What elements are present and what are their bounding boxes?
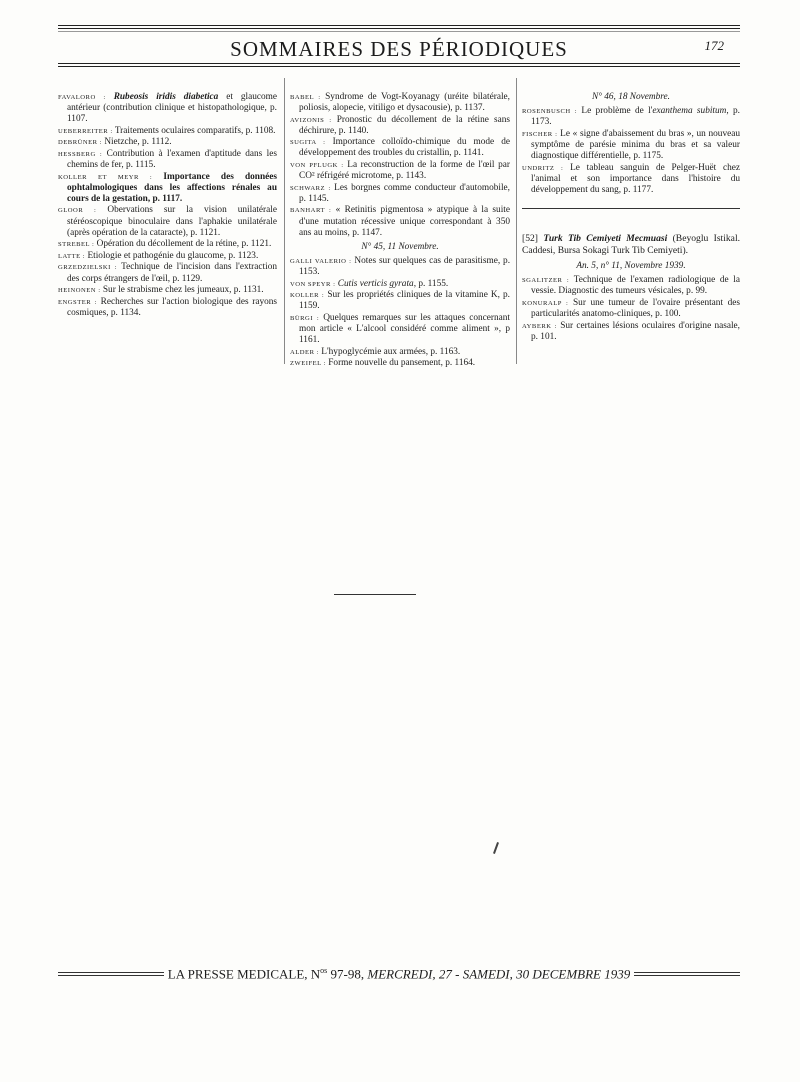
end-rule	[334, 594, 416, 595]
article-title-part: Rubeosis iridis diabetica	[113, 92, 219, 102]
article-entry	[58, 251, 277, 262]
article-title-part: Le problème de l'	[581, 106, 653, 117]
article-entry	[522, 275, 740, 297]
article-author: AYBERK :	[522, 322, 557, 330]
footer-date: MERCREDI, 27 - SAMEDI, 30 DECEMBRE	[364, 966, 601, 982]
article-author: SCHWARZ :	[290, 184, 331, 192]
article-entry	[290, 358, 510, 369]
column-2-entries-b	[290, 256, 510, 369]
page-number: 172	[704, 38, 724, 53]
article-entry	[290, 290, 510, 312]
article-entry	[522, 106, 740, 128]
article-title-part: Obervations sur la vision unilatérale stéréoscopique binoculaire dans l'aphakie unilatérale (après opération de la cataracte), p. 1121.	[67, 205, 277, 238]
article-entry	[58, 92, 277, 125]
article-author: DEBRÜNER :	[58, 139, 103, 147]
article-entry	[290, 115, 510, 137]
journal-heading	[522, 233, 740, 256]
journal-name: Turk Tib Cemiyeti Mecmuasi	[543, 233, 668, 244]
header-rule-top-3	[58, 31, 740, 32]
article-title-part: La reconstruction de la forme de l'œil par CO² réfrigéré microtome, p. 1143.	[299, 160, 510, 182]
footer-numbers-sup: os	[320, 965, 328, 975]
article-author: LATTE :	[58, 252, 86, 260]
article-title-part: Forme nouvelle du pansement, p. 1164.	[328, 358, 476, 369]
article-author: FISCHER :	[522, 130, 558, 138]
article-author: KONURALP :	[522, 299, 569, 307]
article-title-part: , p. 1155.	[413, 278, 449, 289]
article-title-part: Cutis verticis gyrata	[337, 278, 414, 289]
article-author: ZWEIFEL :	[290, 360, 326, 368]
article-entry	[58, 297, 277, 319]
footer-line-left	[58, 972, 164, 976]
article-title-part: Traitements oculaires comparatifs, p. 1108.	[114, 125, 276, 136]
article-author: BÜRGI :	[290, 314, 320, 322]
article-author: ENGSTER :	[58, 298, 97, 306]
article-title-part: Sur certaines lésions oculaires d'origine nasale, p. 101.	[531, 320, 741, 342]
article-title-part: Sur les propriétés cliniques de la vitamine K, p. 1159.	[299, 290, 510, 312]
article-author: GALLI VALERIO :	[290, 257, 352, 265]
article-title-part: et glaucome antérieur (contribution clinique et histopathologique, p. 1107.	[67, 92, 277, 125]
header-rule-top-1	[58, 25, 740, 26]
article-title-part: Sur le strabisme chez les jumeaux, p. 1131.	[102, 285, 264, 296]
article-title-part: exanthema subitum	[652, 106, 727, 117]
article-author: KOLLER ET MEYR :	[58, 173, 153, 181]
article-author: BANHART :	[290, 207, 332, 215]
article-entry	[290, 313, 510, 346]
article-entry	[58, 126, 277, 137]
section-divider-rule	[522, 208, 740, 209]
article-title-part: Recherches sur l'action biologique des rayons cosmiques, p. 1134.	[67, 296, 278, 318]
issue-heading-46: N° 46, 18 Novembre.	[592, 92, 670, 102]
article-author: HEINONEN :	[58, 287, 101, 295]
article-author: HESSBERG :	[58, 150, 103, 158]
article-title-part: Syndrome de Vogt-Koyanagy (uréite bilatérale, poliosis, alopecie, vitiligo et dysacousie), p. 1137.	[299, 92, 510, 114]
article-title-part: Nietzche, p. 1112.	[104, 137, 172, 148]
footer-text	[164, 966, 634, 982]
column-2	[290, 92, 510, 370]
article-author: GRZEDZIELSKI :	[58, 264, 118, 272]
article-entry	[58, 172, 277, 205]
article-title-part: Etiologie et pathogénie du glaucome, p. 1123.	[87, 250, 259, 261]
article-entry	[58, 239, 277, 250]
article-entry	[290, 347, 510, 358]
footer-publication: LA PRESSE MEDICALE, N	[167, 966, 321, 982]
header-rule-bottom-2	[58, 66, 740, 67]
issue-heading-45: N° 45, 11 Novembre.	[361, 241, 439, 252]
article-entry	[58, 205, 277, 238]
article-title-part: Technique de l'incision dans l'extraction des corps étrangers de l'œil, p. 1129.	[67, 262, 277, 284]
article-author: GLOOR :	[58, 207, 97, 215]
article-entry	[290, 256, 510, 278]
article-author: ROSENBUSCH :	[522, 108, 578, 116]
column-1	[58, 92, 277, 319]
header-rule-bottom-1	[58, 63, 740, 64]
article-title-part: Opération du décollement de la rétine, p. 1121.	[96, 239, 272, 250]
article-title-part: Contribution à l'examen d'aptitude dans les chemins de fer, p. 1115.	[67, 148, 277, 171]
article-entry	[290, 92, 510, 114]
article-author: SGALITZER :	[522, 277, 570, 285]
article-entry	[522, 163, 740, 196]
article-entry	[290, 160, 510, 182]
column-3	[522, 92, 740, 196]
page-title: SOMMAIRES DES PÉRIODIQUES	[230, 37, 568, 61]
footer-issues: 97-98,	[327, 966, 365, 982]
article-entry	[290, 279, 510, 290]
article-entry	[58, 137, 277, 148]
article-title-part: Importance colloïdo-chimique du mode de développement des troubles du cristallin, p. 1141.	[299, 137, 511, 159]
article-title-part: Le « signe d'abaissement du bras », un nouveau symptôme de parésie minima du bras et sa valeur diagnostique différentielle, p. 1175.	[531, 128, 740, 161]
article-author: UNDRITZ :	[522, 164, 564, 172]
article-author: ALDER :	[290, 348, 319, 356]
article-title-part: Pronostic du décollement de la rétine sans déchirure, p. 1140.	[299, 114, 511, 136]
article-title-part: L'hypoglycémie aux armées, p. 1163.	[321, 346, 461, 357]
article-entry	[58, 149, 277, 171]
article-title-part: Le tableau sanguin de Pelger-Huët chez l'animal et son importance dans l'histoire du développement du sang, p. 1177.	[531, 162, 741, 195]
column-divider-1	[284, 78, 285, 364]
article-entry	[522, 298, 740, 320]
article-entry	[522, 129, 740, 162]
article-title-part: Sur une tumeur de l'ovaire présentant des particularités anatomo-cliniques, p. 100.	[531, 297, 741, 320]
column-divider-2	[516, 78, 517, 364]
article-title-part: Technique de l'examen radiologique de la vessie. Diagnostic des tumeurs vésicales, p. 99.	[531, 275, 741, 297]
footer	[58, 965, 740, 983]
column-3-entries-b	[522, 275, 740, 343]
article-title-part: , p. 1173.	[531, 106, 741, 128]
article-author: VON SPEYR :	[290, 280, 336, 288]
header-rule-top-2	[58, 28, 740, 29]
article-title-part: Notes sur quelques cas de parasitisme, p. 1153.	[299, 255, 511, 277]
journal-52-block	[522, 233, 740, 343]
article-entry	[522, 321, 740, 343]
article-entry	[290, 205, 510, 238]
journal-number: [52]	[522, 233, 538, 244]
article-title-part: Les borgnes comme conducteur d'automobile, p. 1145.	[299, 182, 510, 204]
article-entry	[58, 262, 277, 284]
article-entry	[290, 183, 510, 205]
stray-mark	[493, 842, 499, 854]
column-1-entries	[58, 92, 277, 319]
article-author: BABEL :	[290, 94, 321, 101]
article-entry	[290, 137, 510, 159]
article-title-part: Importance des données ophtalmologiques dans les affections rénales au cours de la gestation, p. 1117.	[67, 171, 278, 204]
article-title-part: « Retinitis pigmentosa » atypique à la suite d'une mutation récessive unique correspondant à 350 ans au moins, p. 1147.	[299, 205, 510, 238]
article-entry	[58, 285, 277, 296]
footer-line-right	[634, 972, 740, 976]
article-author: AVIZONIS :	[290, 116, 332, 124]
article-author: SUGITA :	[290, 139, 326, 147]
footer-year: 1939	[600, 966, 631, 982]
article-author: STREBEL :	[58, 241, 95, 249]
article-author: UEBERREITER :	[58, 127, 113, 135]
article-title-part: Quelques remarques sur les attaques concernant mon article « L'alcool considéré comme aliment », p 1161.	[299, 312, 510, 345]
column-3-entries-a	[522, 106, 740, 196]
article-author: VON PFLUGK :	[290, 162, 344, 170]
article-author: KOLLER :	[290, 292, 325, 300]
issue-heading-an5: An. 5, n° 11, Novembre 1939.	[576, 261, 686, 272]
article-author: FAVALORO :	[58, 94, 106, 101]
journal-address: (Beyoglu Istikal. Caddesi, Bursa Sokagi Turk Tib Cemiyeti).	[522, 233, 741, 256]
column-2-entries-a	[290, 92, 510, 239]
